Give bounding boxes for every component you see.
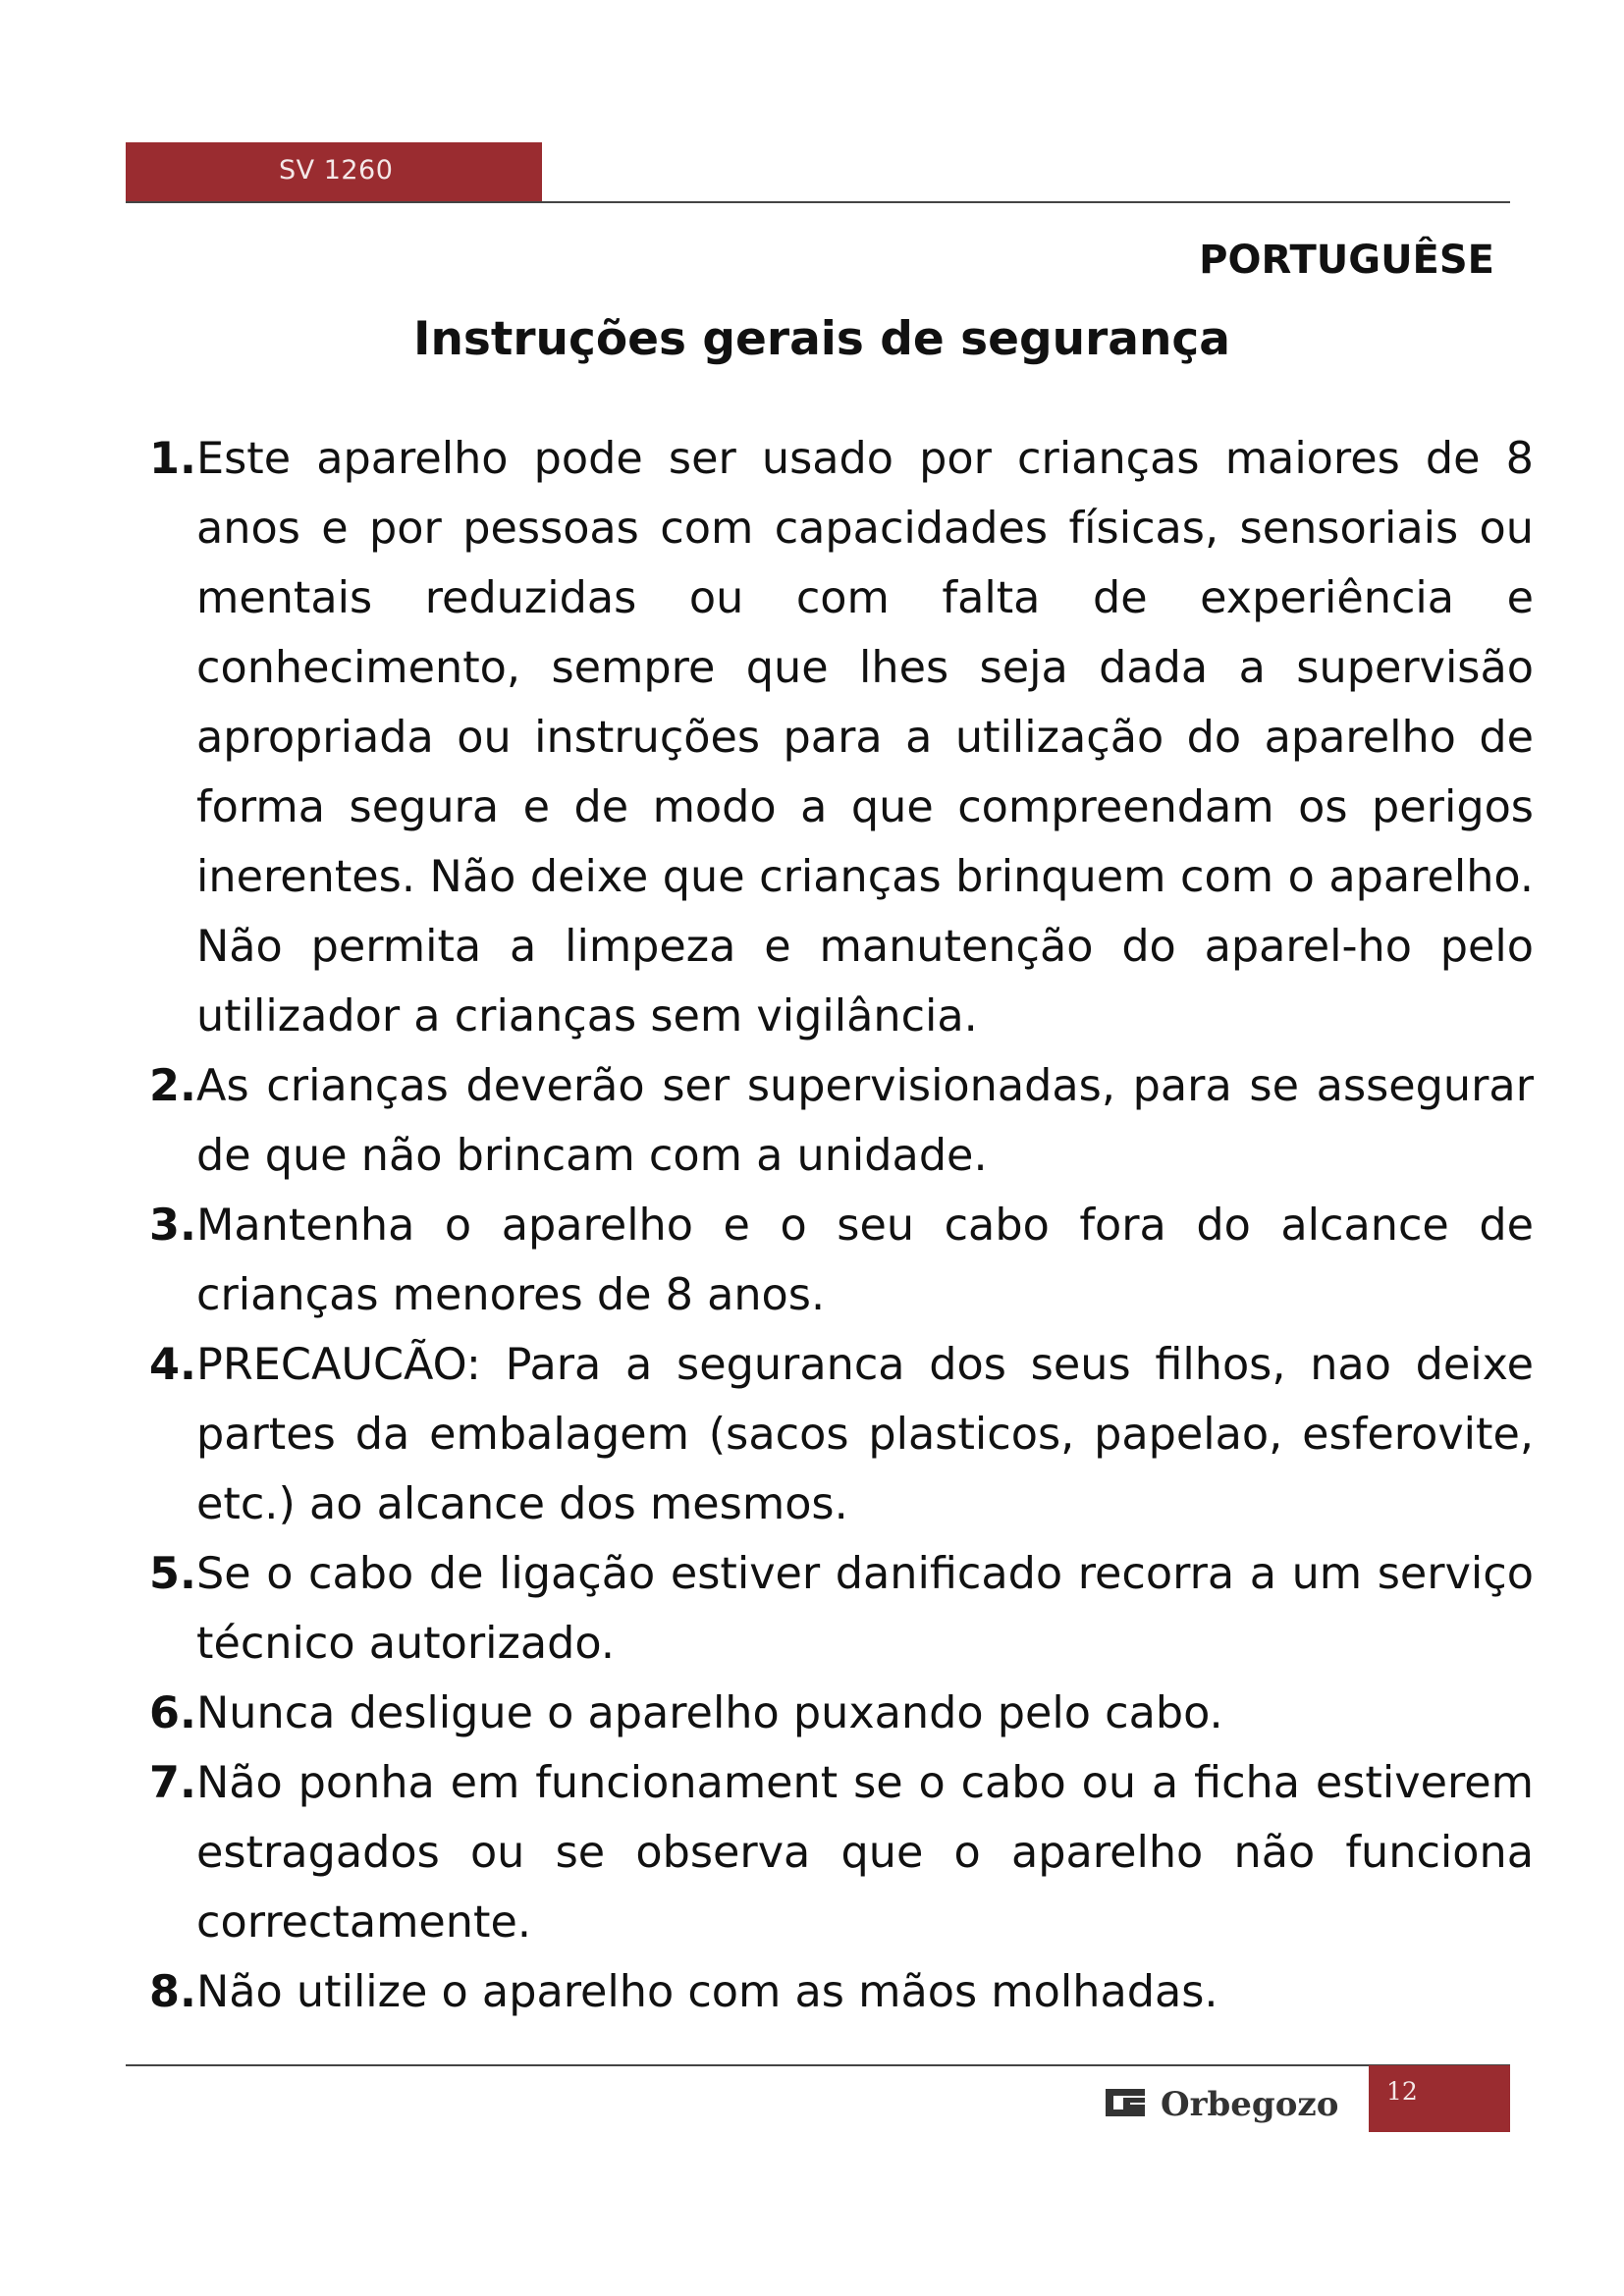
section-title: Instruções gerais de segurança (412, 312, 1231, 366)
instruction-text: Nunca desligue o aparelho puxando pelo cabo. (196, 1688, 1223, 1738)
instruction-number: 4. (149, 1340, 196, 1390)
instruction-item (149, 1748, 1534, 1957)
instruction-number: 1. (149, 434, 196, 484)
instruction-item (149, 424, 1534, 1051)
brand-name: Orbegozo (1161, 2085, 1339, 2124)
footer-divider (126, 2064, 1510, 2066)
instruction-number: 2. (149, 1061, 196, 1111)
instruction-text: As crianças deverão ser supervisionadas, para se assegurar de que não brincam com a unidade. (196, 1061, 1534, 1181)
instruction-number: 8. (149, 1967, 196, 2017)
instruction-text: PRECAUCÃO: Para a seguranca dos seus filhos, nao deixe partes da embalagem (sacos plasticos, papelao, esferovite, etc.) ao alcance dos mesmos. (196, 1340, 1534, 1529)
instruction-item (149, 1539, 1534, 1679)
instruction-list (149, 424, 1534, 2027)
instruction-number: 7. (149, 1758, 196, 1808)
brand-logo (1102, 2079, 1357, 2126)
instruction-number: 6. (149, 1688, 196, 1738)
instruction-text: Este aparelho pode ser usado por crianças maiores de 8 anos e por pessoas com capacidades físicas, sensoriais ou mentais reduzidas ou com falta de experiência e conhecimento, sempre que lhes seja dada a supervisão apropriada ou instruções para a utilização do aparelho de forma segura e de modo a que compreendam os perigos inerentes. Não deixe que crianças brinquem com o aparelho. Não permita a limpeza e manutenção do aparel-ho pelo utilizador a crianças sem vigilância. (196, 434, 1534, 1041)
model-label: SV 1260 (279, 155, 394, 186)
instruction-text: Se o cabo de ligação estiver danificado recorra a um serviço técnico autorizado. (196, 1549, 1534, 1669)
language-label: PORTUGUÊSE (1199, 238, 1494, 283)
instruction-number: 5. (149, 1549, 196, 1599)
instruction-item (149, 1330, 1534, 1539)
instruction-item (149, 1957, 1534, 2027)
instruction-number: 3. (149, 1201, 196, 1251)
instruction-item (149, 1679, 1534, 1748)
instruction-text: Não utilize o aparelho com as mãos molhadas. (196, 1967, 1218, 2017)
instruction-text: Não ponha em funcionament se o cabo ou a ficha estiverem estragados ou se observa que o aparelho não funciona correctamente. (196, 1758, 1534, 1948)
instruction-item (149, 1051, 1534, 1191)
header-divider (126, 201, 1510, 203)
page-number: 12 (1386, 2077, 1418, 2106)
instruction-item (149, 1191, 1534, 1330)
instruction-text: Mantenha o aparelho e o seu cabo fora do alcance de crianças menores de 8 anos. (196, 1201, 1534, 1320)
